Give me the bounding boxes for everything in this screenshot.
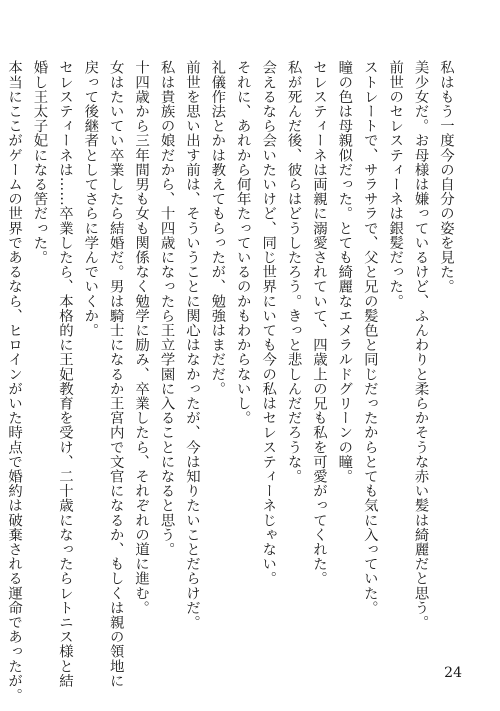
text-line: 私は貴族の娘だから、十四歳になったら王立学園に入ることになると思う。 — [158, 60, 175, 557]
text-line: 女はたいてい卒業したら結婚だ。男は騎士になるか王宮内で文官になるか、もしくは親の領地に — [107, 60, 124, 688]
text-line: ストレートで、サラサラで、父と兄の髪色と同じだったからとても気に入っていた。 — [361, 60, 378, 615]
text-line: 戻って後継者としてさらに学んでいくか。 — [82, 60, 99, 338]
text-line: 十四歳から三年間男も女も関係なく勉学に励み、卒業したら、それぞれの道に進む。 — [133, 60, 150, 615]
text-line: それに、あれから何年たっているのかもわからないし。 — [234, 60, 251, 425]
text-line: 婚し王太子妃になる筈だった。 — [31, 60, 48, 265]
text-line: 礼儀作法とかは教えてもらったが、勉強はまだだ。 — [209, 60, 226, 396]
text-line: 前世のセレスティーネは銀髪だった。 — [387, 60, 404, 309]
text-line: 私はもう一度今の自分の姿を見た。 — [438, 60, 454, 294]
text-line: 私が死んだ後、彼らはどうしたろう。きっと悲しんだだろうな。 — [285, 60, 302, 484]
text-line: 会えるなら会いたいけど、同じ世界にいても今の私はセレスティーネじゃない。 — [260, 60, 277, 586]
text-line: セレスティーネは両親に溺愛されていて、四歳上の兄も私を可愛がってくれた。 — [310, 60, 327, 586]
text-line: 本当にここがゲームの世界であるなら、ヒロインがいた時点で婚約は破棄される運命であったが。 — [6, 60, 23, 703]
text-line: 前世を思い出す前は、そういうことに関心はなかったが、今は知りたいことだらけだ。 — [183, 60, 200, 630]
text-line: 美少女だ。お母様は嫌っているけど、ふんわりと柔らかそうな赤い髪は綺麗だと思う。 — [412, 60, 429, 630]
text-line: セレスティーネは……卒業したら、本格的に王妃教育を受け、二十歳になったらレトニス様と結 — [56, 60, 73, 688]
page-number: 24 — [444, 665, 462, 681]
text-line: 瞳の色は母親似だった。とても綺麗なエメラルドグリーンの瞳。 — [336, 60, 353, 484]
